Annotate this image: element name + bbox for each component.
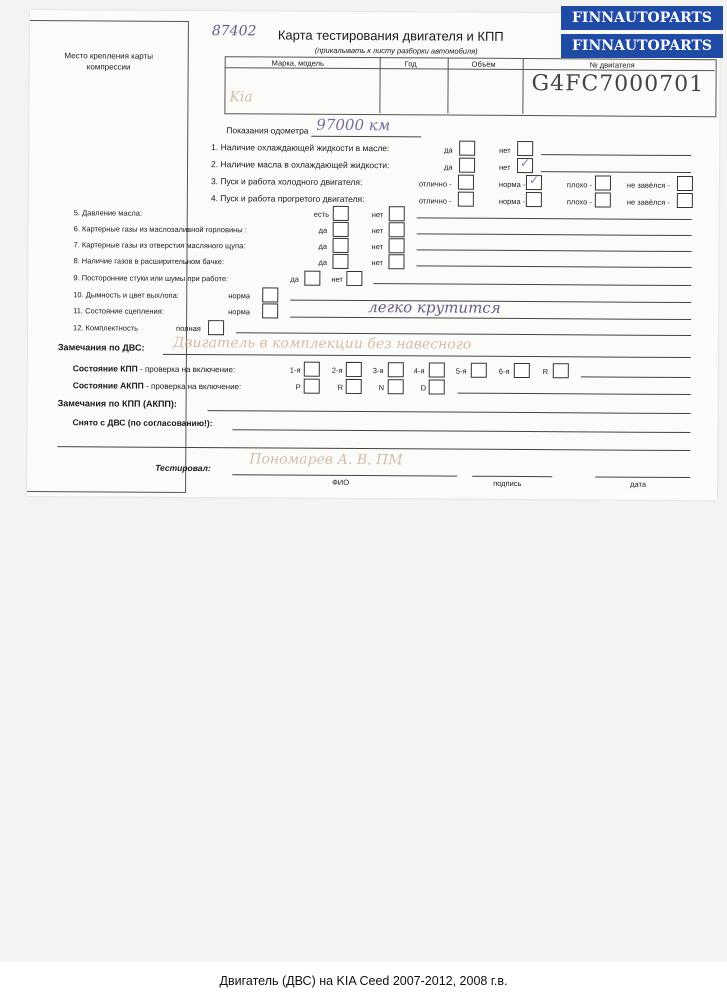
check-2-line [541,171,691,173]
presence-8-no-box[interactable] [388,254,404,269]
check-2-no-box[interactable] [517,155,533,173]
check-2-no-label: нет [499,162,511,172]
presence-5-yes-box[interactable] [333,206,349,221]
odometer-line [311,136,421,138]
presence-7-label: 7. Картерные газы из отверстия масляного щупа: [73,240,246,251]
presence-5-yes-label: есть [313,209,330,219]
fio-line [232,474,457,476]
item-9-no-box[interactable] [346,271,362,286]
kpp-label [73,363,235,374]
item-10-norm-box[interactable] [262,287,278,302]
watermark-logo-bottom: FINNAUTOPARTS [561,34,723,58]
item-9-no-label: нет [331,274,343,284]
check-1-yes-box[interactable] [459,141,475,156]
akpp-r-label: R [337,382,344,392]
removed-line-1 [232,429,690,433]
start-warm-nostart-box[interactable] [677,193,693,208]
kpp-suffix: - проверка на включение: [140,364,236,375]
item-9-label: 9. Посторонние стуки или шумы при работе: [73,273,229,284]
image-caption: Двигатель (ДВС) на KIA Ceed 2007-2012, 2008 г.в. [0,962,727,1000]
item-9-yes-box[interactable] [304,271,320,286]
item-12-full-label: полная [176,323,201,334]
item-11-line [290,317,691,320]
remarks-dvs-line [163,354,691,358]
start-warm-excellent-box[interactable] [458,192,474,207]
akpp-d-box[interactable] [429,379,445,394]
check-1-no-box[interactable] [517,141,533,156]
col-volume: Объём [471,59,496,69]
presence-6-yes-label: да [318,225,328,235]
hand-remarks-dvs: Двигатель в комплекции без навесного [172,334,472,353]
hand-signature: Пономарев А. В. ПМ [249,451,403,469]
start-cold-excellent-label: отлично - [418,179,452,189]
check-1-line [541,154,691,156]
card-title: Карта тестирования двигателя и КПП [277,27,504,44]
col-engine-no: № двигателя [589,60,635,70]
presence-7-line [417,249,692,252]
date-line [595,476,690,478]
gear-6-box[interactable] [514,363,530,378]
presence-5-no-box[interactable] [389,206,405,221]
kpp-line [581,376,691,378]
remarks-kpp-line [208,410,691,414]
presence-8-yes-label: да [318,257,328,267]
start-cold-bad-label: плохо - [566,180,593,190]
removed-label: Снято с ДВС (по согласованию!): [72,417,213,429]
watermark-logo-top: FINNAUTOPARTS [561,6,723,30]
check-2-no-checkmark: ✓ [520,155,531,171]
gear-3-box[interactable] [388,362,404,377]
akpp-label [73,380,242,391]
start-warm-bad-label: плохо - [566,197,592,207]
presence-7-yes-box[interactable] [333,238,349,253]
signature-caption: подпись [493,478,522,489]
presence-8-label: 8. Наличие газов в расширительном бачке: [73,256,225,267]
gear-5-label: 5-я [455,366,467,376]
start-warm-excellent-label: отлично - [418,196,452,206]
gear-3-label: 3-я [372,366,384,376]
item-9-line [373,283,691,286]
start-cold-normal-box[interactable] [526,175,542,190]
presence-7-no-box[interactable] [389,238,405,253]
presence-6-no-label: нет [371,226,384,236]
gear-1-box[interactable] [304,362,320,377]
test-card-sheet [27,10,720,500]
gear-6-label: 6-я [498,366,510,376]
tested-label: Тестировал: [155,462,211,474]
start-cold-label: 3. Пуск и работа холодного двигателя: [210,176,363,188]
item-10-norm-label: норма [228,291,251,301]
akpp-r-box[interactable] [346,379,362,394]
presence-8-line [416,265,691,268]
akpp-n-label: N [378,383,385,393]
akpp-n-box[interactable] [388,379,404,394]
date-caption: дата [630,479,647,489]
akpp-title: Состояние АКПП [72,380,144,391]
compression-card-label: Место крепления карты компрессии [64,51,154,72]
presence-6-label: 6. Картерные газы из маслозаливной горловины : [73,224,247,235]
presence-5-label: 5. Давление масла: [73,208,143,218]
start-warm-nostart-label: не завёлся - [626,197,670,207]
item-12-label: 12. Комплектность [73,323,139,333]
start-cold-excellent-box[interactable] [458,175,474,190]
hand-engine-no: G4FC7000701 [531,71,705,98]
start-cold-bad-box[interactable] [595,175,611,190]
gear-4-box[interactable] [429,362,445,377]
check-2-yes-label: да [444,162,453,172]
hand-clutch: легко крутится [368,298,501,317]
check-1-no-label: нет [499,145,511,155]
doc-number: 87402 [211,23,257,40]
akpp-p-label: P [295,382,301,392]
start-warm-bad-box[interactable] [595,192,611,207]
presence-6-no-box[interactable] [389,222,405,237]
item-12-full-box[interactable] [208,320,224,335]
check-2-label: 2. Наличие масла в охлаждающей жидкости: [211,159,390,171]
col-year: Год [404,59,417,69]
start-cold-normal-label: норма - [498,179,526,190]
gear-2-label: 2-я [331,365,343,375]
check-2-yes-box[interactable] [459,158,475,173]
gear-r-box[interactable] [553,363,569,378]
gear-1-label: 1-я [289,365,301,375]
start-warm-normal-label: норма - [498,196,526,207]
akpp-p-box[interactable] [304,379,320,394]
item-10-label: 10. Дымность и цвет выхлопа: [73,290,179,300]
remarks-dvs-label: Замечания по ДВС: [57,342,145,353]
gear-2-box[interactable] [346,362,362,377]
col-make-model: Марка, модель [271,58,324,68]
presence-8-no-label: нет [371,258,383,268]
kpp-title: Состояние КПП [72,363,138,374]
remarks-kpp-label: Замечания по КПП (АКПП): [57,398,177,409]
item-11-norm-label: норма [228,307,251,317]
fio-caption: ФИО [332,477,350,487]
item-11-label: 11. Состояние сцепления: [73,306,164,316]
card-subtitle: (прикалывать к листу разборки автомобиля) [314,45,478,56]
akpp-line [458,393,691,395]
item-11-norm-box[interactable] [262,303,278,318]
signature-line [472,476,552,477]
gear-5-box[interactable] [471,363,487,378]
hand-odometer: 97000 км [316,115,391,135]
gear-4-label: 4-я [413,366,425,376]
start-warm-normal-box[interactable] [526,192,542,207]
gear-r-label: R [542,367,549,377]
item-9-yes-label: да [290,274,299,284]
presence-8-yes-box[interactable] [332,254,348,269]
hand-make: Kia [229,89,253,106]
presence-6-line [417,233,692,236]
presence-5-no-label: нет [371,210,384,220]
presence-7-no-label: нет [371,242,384,252]
check-1-label: 1. Наличие охлаждающей жидкости в масле: [211,142,390,154]
akpp-d-label: D [420,383,427,393]
start-cold-nostart-box[interactable] [677,176,693,191]
start-cold-normal-checkmark: ✓ [528,173,540,188]
start-warm-label: 4. Пуск и работа прогретого двигателя: [210,193,365,205]
presence-5-line [417,217,692,220]
check-1-yes-label: да [444,145,453,155]
presence-6-yes-box[interactable] [333,222,349,237]
odometer-label: Показания одометра [226,125,309,136]
presence-7-yes-label: да [318,241,328,251]
akpp-suffix: - проверка на включение: [146,381,242,392]
start-cold-nostart-label: не завёлся - [626,180,670,190]
